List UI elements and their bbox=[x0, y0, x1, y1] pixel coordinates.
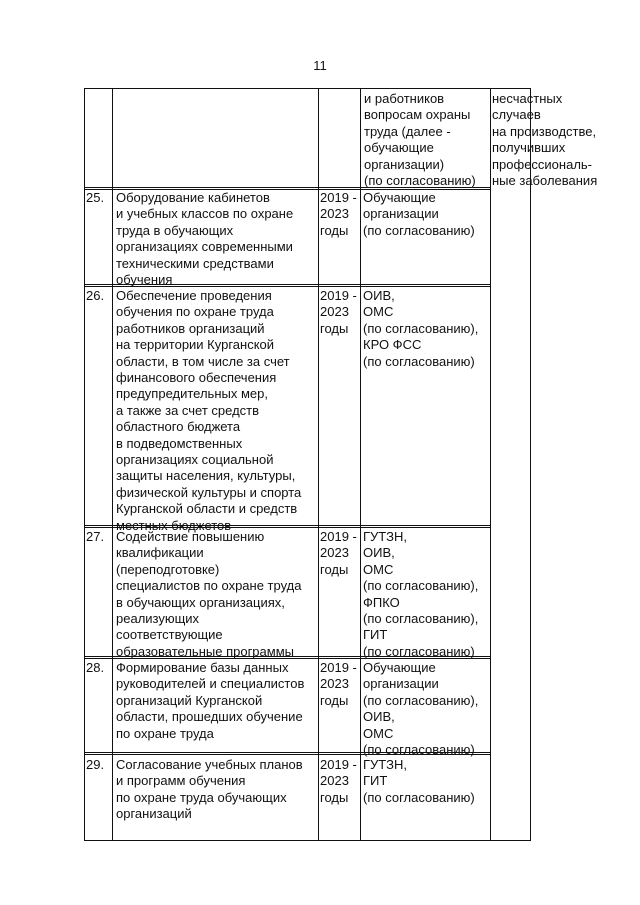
column-divider bbox=[318, 88, 319, 841]
row-term: 2019 - 2023 годы bbox=[320, 190, 357, 238]
table-left-border bbox=[84, 88, 85, 841]
row-executors: ГУТЗН, ГИТ (по согласованию) bbox=[363, 757, 475, 805]
column-divider bbox=[360, 88, 361, 841]
row-number: 29. bbox=[86, 757, 105, 772]
row-executors: Обучающие организации (по согласованию), ОИВ, ОМС (по согласованию) bbox=[363, 660, 479, 758]
row-name: Формирование базы данных руководителей и специалистов организаций Курганской области, прошедших обучение по охране труда bbox=[116, 660, 305, 741]
page-number: 11 bbox=[313, 58, 327, 73]
column-divider bbox=[490, 88, 491, 841]
row-executors: Обучающие организации (по согласованию) bbox=[363, 190, 475, 238]
row-term: 2019 - 2023 годы bbox=[320, 757, 357, 805]
row-name: Обеспечение проведения обучения по охране труда работников организаций на территории Курганской области, в том числе за счет финансового обеспечения предупредительных мер, а также за счет средств областного бюджета в подведомственных организациях социальной защиты населения, культуры, физической культуры и спорта Курганской области и средств местных бюджетов bbox=[116, 288, 302, 533]
continuation-executors: и работников вопросам охраны труда (далее - обучающие организации) (по согласованию) bbox=[364, 91, 476, 189]
table-right-border bbox=[530, 88, 531, 841]
row-name: Согласование учебных планов и программ обучения по охране труда обучающих организаций bbox=[116, 757, 303, 822]
row-number: 27. bbox=[86, 529, 105, 544]
row-name: Оборудование кабинетов и учебных классов по охране труда в обучающих организациях современными техническими средствами обучения bbox=[116, 190, 294, 288]
row-term: 2019 - 2023 годы bbox=[320, 288, 357, 336]
row-number: 28. bbox=[86, 660, 105, 675]
row-name: Содействие повышению квалификации (переподготовке) специалистов по охране труда в обучающих организациях, реализующих соответствующие образовательные программы bbox=[116, 529, 302, 659]
row-term: 2019 - 2023 годы bbox=[320, 529, 357, 577]
row-number: 26. bbox=[86, 288, 105, 303]
table-bottom-border bbox=[84, 840, 530, 841]
row-executors: ОИВ, ОМС (по согласованию), КРО ФСС (по согласованию) bbox=[363, 288, 479, 369]
table-top-border bbox=[84, 88, 530, 89]
row-number: 25. bbox=[86, 190, 105, 205]
continuation-result: несчастных случаев на производстве, получивших профессиональ- ные заболевания bbox=[492, 91, 598, 189]
row-term: 2019 - 2023 годы bbox=[320, 660, 357, 708]
column-divider bbox=[112, 88, 113, 841]
row-executors: ГУТЗН, ОИВ, ОМС (по согласованию), ФПКО (по согласованию), ГИТ (по согласованию) bbox=[363, 529, 479, 659]
